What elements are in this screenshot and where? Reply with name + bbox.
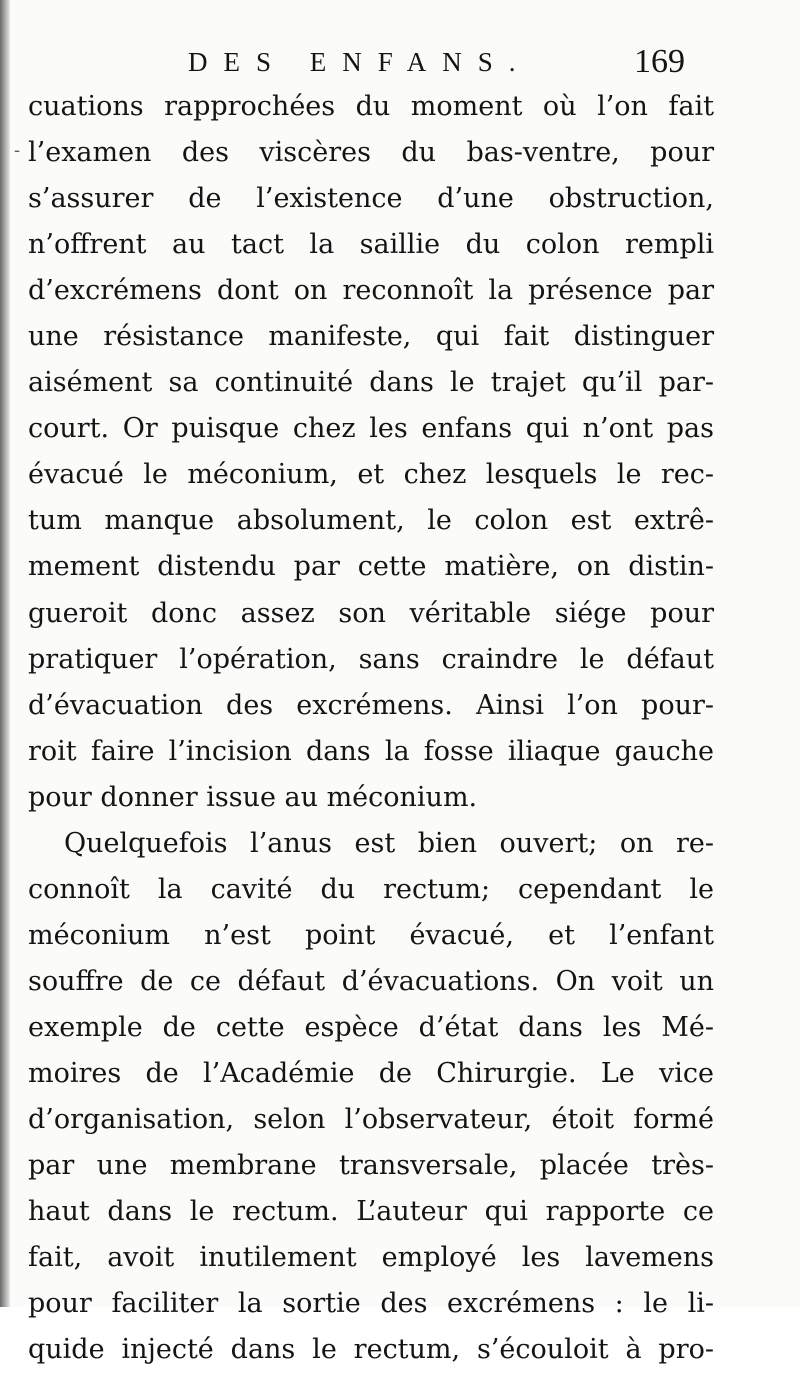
running-head [0,44,800,84]
text-line: n’offrent au tact la saillie du colon rempli [28,229,714,261]
text-line: souffre de ce défaut d’évacuations. On voit un [28,965,714,997]
text-line: exemple de cette espèce d’état dans les Mé- [28,1011,714,1043]
text-line: fait, avoit inutilement employé les lavemens [28,1242,714,1274]
page-gutter-shadow [0,0,10,1307]
paragraph-first-line: Quelquefois l’anus est bien ouvert; on re- [64,827,714,859]
text-line: par une membrane transversale, placée très- [28,1150,714,1182]
text-line: pour faciliter la sortie des excrémens : le li- [28,1288,714,1320]
text-line: une résistance manifeste, qui fait distinguer [28,321,714,353]
text-line: aisément sa continuité dans le trajet qu’il par- [28,367,714,399]
text-line: mement distendu par cette matière, on distin- [28,551,714,583]
text-line: roit faire l’incision dans la fosse iliaque gauche [28,735,714,767]
running-head-title: DES ENFANS. [188,47,532,77]
text-line: évacué le méconium, et chez lesquels le rec- [28,459,714,491]
text-line: d’organisation, selon l’observateur, étoit formé [28,1104,714,1136]
text-line: court. Or puisque chez les enfans qui n’ont pas [28,413,714,445]
text-line: d’excrémens dont on reconnoît la présence par [28,275,714,307]
page-number: 169 [634,43,685,80]
text-line: cuations rapprochées du moment où l’on fait [28,91,714,122]
text-line: s’assurer de l’existence d’une obstruction, [28,183,714,215]
text-line: méconium n’est point évacué, et l’enfant [28,919,714,951]
text-line: l’examen des viscères du bas-ventre, pour [28,137,714,169]
text-line: tum manque absolument, le colon est extrê- [28,505,714,537]
margin-dash-mark: - [14,140,21,161]
body-text [28,84,714,1373]
text-line: moires de l’Académie de Chirurgie. Le vice [28,1057,714,1089]
paragraph-last-line: pour donner issue au méconium. [28,781,478,813]
text-line: gueroit donc assez son véritable siége pour [28,597,714,629]
text-line: d’évacuation des excrémens. Ainsi l’on pour- [28,689,714,721]
text-line: haut dans le rectum. L’auteur qui rapporte ce [28,1196,714,1228]
text-line: quide injecté dans le rectum, s’écouloit à pro- [28,1334,714,1366]
text-line: connoît la cavité du rectum; cependant le [28,873,714,905]
text-line: pratiquer l’opération, sans craindre le défaut [28,643,714,675]
